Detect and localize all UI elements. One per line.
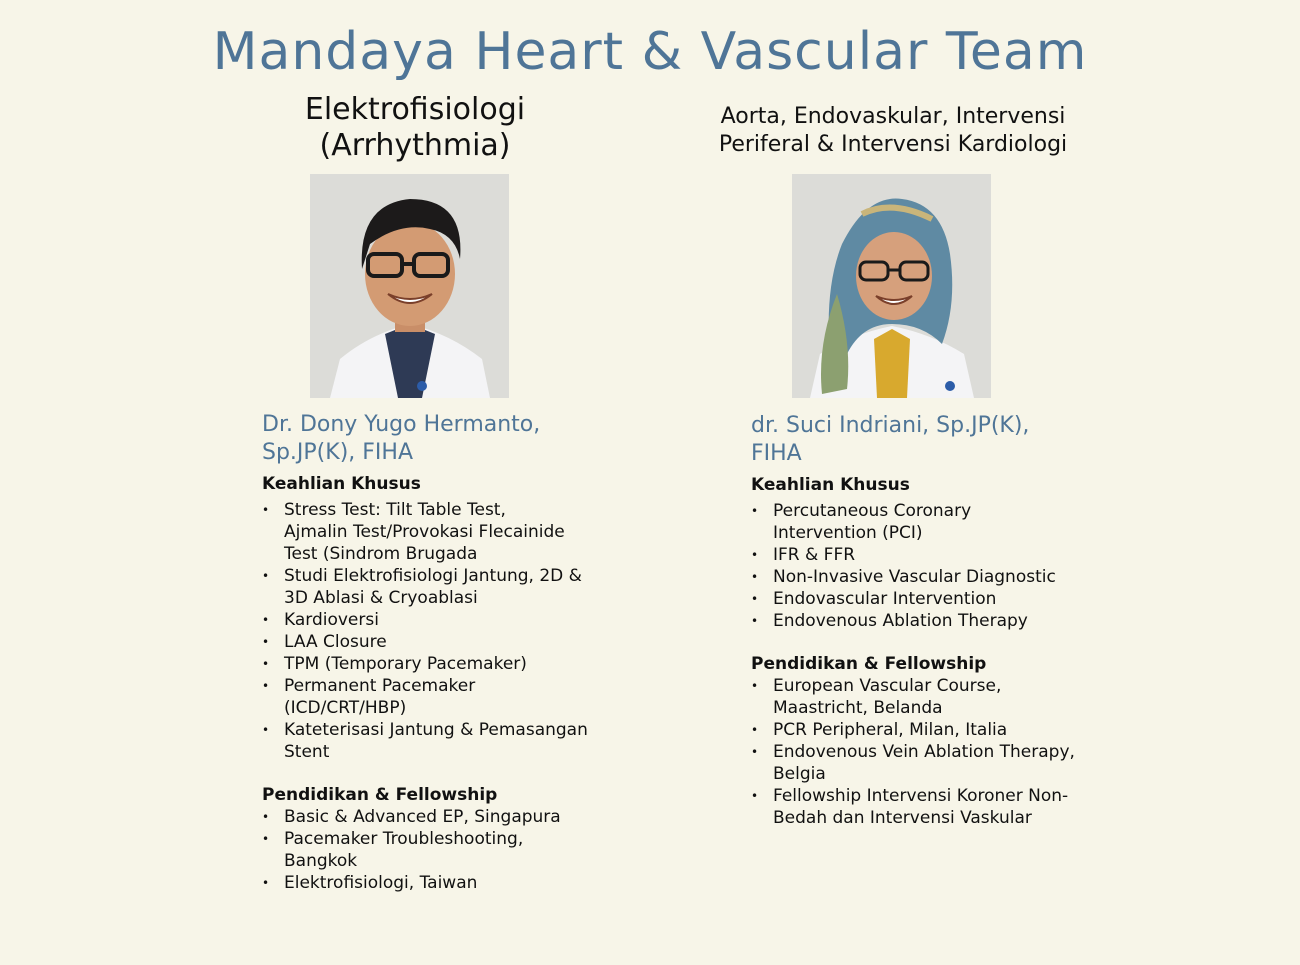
- list-item-line: European Vascular Course,: [773, 676, 1002, 696]
- list-item-line: Non-Invasive Vascular Diagnostic: [773, 567, 1056, 587]
- list-item-line: Permanent Pacemaker: [284, 676, 476, 696]
- specialty-line: Aorta, Endovaskular, Intervensi: [720, 104, 1066, 129]
- expertise-list-right: [751, 500, 1091, 632]
- specialty-heading-right: [693, 103, 1093, 159]
- bullet-icon: •: [262, 503, 270, 517]
- list-item: [751, 544, 1091, 566]
- list-item-line: Stent: [284, 742, 330, 762]
- bullet-icon: •: [262, 679, 270, 693]
- bullet-icon: •: [751, 745, 759, 759]
- list-item-line: 3D Ablasi & Cryoablasi: [284, 588, 478, 608]
- list-item: [262, 719, 602, 763]
- bullet-icon: •: [262, 876, 270, 890]
- list-item: [262, 609, 602, 631]
- list-item-line: Bedah dan Intervensi Vaskular: [773, 808, 1032, 828]
- doctor-name-right: [751, 412, 1071, 468]
- list-item-line: Endovenous Ablation Therapy: [773, 611, 1028, 631]
- doctor-name-line: dr. Suci Indriani, Sp.JP(K),: [751, 413, 1030, 438]
- bullet-icon: •: [262, 832, 270, 846]
- bullet-icon: •: [751, 570, 759, 584]
- doctor-photo-left: [310, 174, 509, 398]
- expertise-list-left: [262, 499, 602, 763]
- list-item-line: Intervention (PCI): [773, 523, 923, 543]
- female-doctor-portrait-icon: [792, 174, 991, 398]
- education-heading-left: Pendidikan & Fellowship: [262, 785, 498, 805]
- list-item: [751, 741, 1091, 785]
- list-item: [751, 675, 1091, 719]
- bullet-icon: •: [262, 613, 270, 627]
- list-item-line: Ajmalin Test/Provokasi Flecainide: [284, 522, 565, 542]
- bullet-icon: •: [751, 614, 759, 628]
- education-list-right: [751, 675, 1091, 829]
- expertise-heading-right: Keahlian Khusus: [751, 475, 910, 495]
- doctor-name-line: Sp.JP(K), FIHA: [262, 440, 413, 465]
- list-item-line: TPM (Temporary Pacemaker): [284, 654, 527, 674]
- list-item-line: Stress Test: Tilt Table Test,: [284, 500, 506, 520]
- list-item: [751, 566, 1091, 588]
- list-item: [262, 631, 602, 653]
- list-item-line: Studi Elektrofisiologi Jantung, 2D &: [284, 566, 582, 586]
- specialty-line: (Arrhythmia): [319, 128, 511, 163]
- list-item-line: Kardioversi: [284, 610, 379, 630]
- list-item-line: Endovenous Vein Ablation Therapy,: [773, 742, 1075, 762]
- bullet-icon: •: [751, 679, 759, 693]
- bullet-icon: •: [262, 635, 270, 649]
- list-item-line: Maastricht, Belanda: [773, 698, 943, 718]
- list-item: [262, 872, 602, 894]
- list-item-line: LAA Closure: [284, 632, 387, 652]
- list-item: [262, 806, 602, 828]
- bullet-icon: •: [262, 723, 270, 737]
- list-item-line: Pacemaker Troubleshooting,: [284, 829, 524, 849]
- expertise-heading-left: Keahlian Khusus: [262, 474, 421, 494]
- list-item-line: Endovascular Intervention: [773, 589, 997, 609]
- bullet-icon: •: [751, 789, 759, 803]
- list-item-line: (ICD/CRT/HBP): [284, 698, 407, 718]
- list-item: [262, 828, 602, 872]
- bullet-icon: •: [751, 504, 759, 518]
- specialty-line: Elektrofisiologi: [304, 92, 526, 127]
- doctor-name-line: FIHA: [751, 441, 802, 466]
- bullet-icon: •: [262, 569, 270, 583]
- list-item: [751, 785, 1091, 829]
- education-heading-right: Pendidikan & Fellowship: [751, 654, 987, 674]
- list-item: [751, 719, 1091, 741]
- list-item-line: Basic & Advanced EP, Singapura: [284, 807, 561, 827]
- specialty-line: Periferal & Intervensi Kardiologi: [718, 132, 1068, 157]
- list-item: [262, 565, 602, 609]
- list-item-line: Test (Sindrom Brugada: [284, 544, 478, 564]
- list-item-line: Elektrofisiologi, Taiwan: [284, 873, 478, 893]
- list-item-line: Kateterisasi Jantung & Pemasangan: [284, 720, 588, 740]
- bullet-icon: •: [262, 810, 270, 824]
- list-item: [751, 588, 1091, 610]
- list-item-line: IFR & FFR: [773, 545, 856, 565]
- bullet-icon: •: [751, 592, 759, 606]
- list-item-line: PCR Peripheral, Milan, Italia: [773, 720, 1008, 740]
- bullet-icon: •: [262, 657, 270, 671]
- doctor-photo-right: [792, 174, 991, 398]
- bullet-icon: •: [751, 548, 759, 562]
- list-item-line: Percutaneous Coronary: [773, 501, 972, 521]
- list-item: [751, 500, 1091, 544]
- bullet-icon: •: [751, 723, 759, 737]
- list-item: [751, 610, 1091, 632]
- list-item: [262, 653, 602, 675]
- list-item-line: Bangkok: [284, 851, 358, 871]
- page-title: Mandaya Heart & Vascular Team: [212, 22, 1088, 82]
- education-list-left: [262, 806, 602, 894]
- doctor-name-left: [262, 411, 582, 467]
- list-item: [262, 499, 602, 565]
- list-item: [262, 675, 602, 719]
- list-item-line: Fellowship Intervensi Koroner Non-: [773, 786, 1069, 806]
- list-item-line: Belgia: [773, 764, 826, 784]
- specialty-heading-left: [200, 92, 630, 164]
- doctor-name-line: Dr. Dony Yugo Hermanto,: [262, 412, 541, 437]
- male-doctor-portrait-icon: [310, 174, 509, 398]
